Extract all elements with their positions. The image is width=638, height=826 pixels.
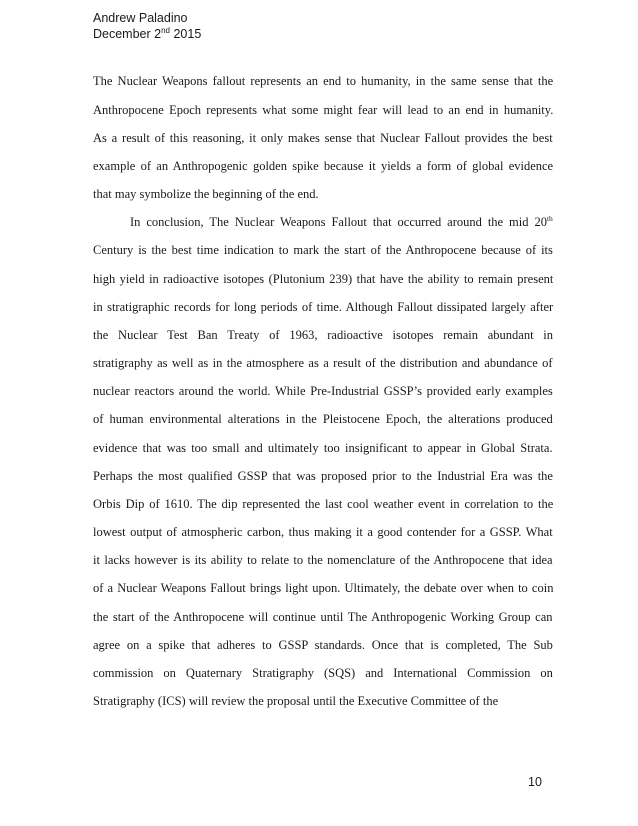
document-date — [93, 26, 201, 42]
text-line: The Nuclear Weapons fallout represents an end to humanity, in the same sense that the — [93, 74, 554, 88]
text-line: commission on Quaternary Stratigraphy (SQS) and International Commission on — [93, 666, 553, 680]
date-prefix: December 2 — [93, 27, 162, 41]
ordinal-superscript: th — [546, 214, 553, 223]
text-line: of human environmental alterations in the Pleistocene Epoch, the alterations produced — [93, 412, 553, 426]
text-line: lowest output of atmospheric carbon, thus making it a good contender for a GSSP. What — [93, 525, 553, 539]
text-line-content: In conclusion, The Nuclear Weapons Fallout that occurred around the mid 20 — [130, 215, 547, 229]
text-line: Perhaps the most qualified GSSP that was proposed prior to the Industrial Era was the — [93, 469, 553, 483]
text-line: the Nuclear Test Ban Treaty of 1963, radioactive isotopes remain abundant in — [93, 328, 554, 342]
text-line: it lacks however is its ability to relate to the nomenclature of the Anthropocene that idea — [93, 553, 553, 567]
text-line: of a Nuclear Weapons Fallout brings light upon. Ultimately, the debate over when to coin — [93, 581, 554, 595]
text-line-paragraph-start — [130, 214, 553, 230]
text-line: Century is the best time indication to mark the start of the Anthropocene because of its — [93, 243, 553, 257]
text-line: stratigraphy as well as in the atmosphere as a result of the distribution and abundance of — [93, 356, 553, 370]
date-year: 2015 — [170, 27, 202, 41]
text-line: Stratigraphy (ICS) will review the proposal until the Executive Committee of the — [93, 694, 499, 708]
page-number: 10 — [528, 775, 542, 789]
page-header — [93, 10, 201, 42]
author-name: Andrew Paladino — [93, 11, 188, 25]
text-line: evidence that was too small and ultimately too insignificant to appear in Global Strata. — [93, 441, 553, 455]
text-line: in stratigraphic records for long periods of time. Although Fallout dissipated largely after — [93, 300, 554, 314]
text-line: agree on a spike that adheres to GSSP standards. Once that is completed, The Sub — [93, 638, 553, 652]
text-line: nuclear reactors around the world. While Pre-Industrial GSSP’s provided early examples — [93, 384, 553, 398]
text-line: that may symbolize the beginning of the end. — [93, 187, 319, 201]
date-ordinal-suffix: nd — [161, 26, 170, 35]
text-line: Anthropocene Epoch represents what some might fear will lead to an end in humanity. — [93, 103, 554, 117]
text-line: the start of the Anthropocene will continue until The Anthropogenic Working Group can — [93, 610, 553, 624]
text-line: high yield in radioactive isotopes (Plutonium 239) that have the ability to remain present — [93, 272, 554, 286]
text-line: As a result of this reasoning, it only makes sense that Nuclear Fallout provides the best — [93, 131, 553, 145]
text-line: Orbis Dip of 1610. The dip represented the last cool weather event in correlation to the — [93, 497, 554, 511]
text-line: example of an Anthropogenic golden spike because it yields a form of global evidence — [93, 159, 554, 173]
